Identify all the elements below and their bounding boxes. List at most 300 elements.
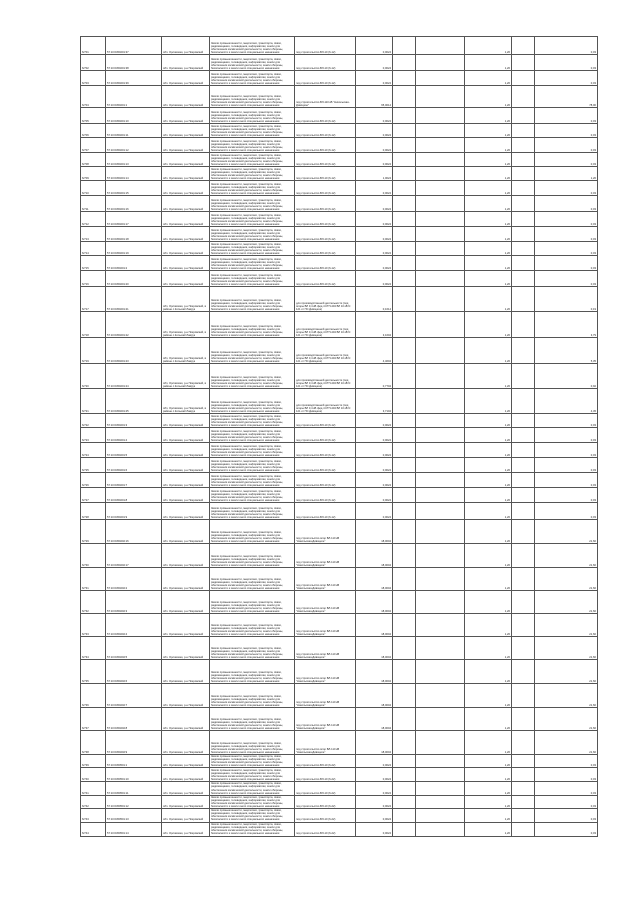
empty-cell bbox=[393, 71, 416, 86]
cadastral-number: 57:10:0450201:24 bbox=[106, 364, 162, 389]
plot-area: 18,0004 bbox=[356, 660, 393, 684]
land-category: Земли промышленности, энергетики, транспорта, связи, радиовещания, телевидения, информатики, земли для обеспечения космической деятельности, земли обороны, безопасности и земли иного специального назначения bbox=[210, 138, 295, 153]
tax-amount: 0,03 bbox=[535, 256, 598, 271]
plot-area: 0,0024 bbox=[356, 795, 393, 808]
empty-cell bbox=[512, 544, 535, 568]
plot-location: обл. Орловская, р-н Покровский bbox=[162, 637, 210, 660]
cadastral-number: 57:10:0450202:6 bbox=[106, 660, 162, 684]
empty-cell bbox=[416, 138, 465, 153]
table-row bbox=[81, 212, 598, 227]
plot-area: 0,0024 bbox=[356, 488, 393, 503]
plot-area: 18,0004 bbox=[356, 591, 393, 614]
tax-amount: 0,03 bbox=[535, 37, 598, 55]
land-category: Земли промышленности, энергетики, транспорта, связи, радиовещания, телевидения, информатики, земли для обеспечения космической деятельности, земли обороны, безопасности и земли иного специального назначения bbox=[210, 124, 295, 138]
tax-rate: 1,20 bbox=[465, 414, 512, 428]
permitted-use: под строительство ВЛ-10 (6-12) bbox=[295, 227, 356, 242]
tax-rate: 1,20 bbox=[465, 227, 512, 242]
row-number: 6/737 bbox=[81, 708, 106, 731]
plot-location: обл. Орловская, р-н Покровский, в районе с.Колыхай Лаврук bbox=[162, 312, 210, 338]
permitted-use: под строительство опор ВЛ-110 кВ "Никольская-Дивоцкое" bbox=[295, 708, 356, 731]
tax-rate: 1,20 bbox=[465, 520, 512, 544]
row-number: 6/741 bbox=[81, 782, 106, 795]
empty-cell bbox=[416, 271, 465, 287]
tax-rate: 1,20 bbox=[465, 458, 512, 473]
empty-cell bbox=[512, 809, 535, 822]
empty-cell bbox=[393, 312, 416, 338]
row-number: 6/727 bbox=[81, 488, 106, 503]
cadastral-number: 57:10:0450201:38 bbox=[106, 55, 162, 71]
empty-cell bbox=[393, 212, 416, 227]
permitted-use: под строительство опор ВЛ-110 кВ "Никольская-Дивоцкое" bbox=[295, 568, 356, 591]
empty-cell bbox=[416, 414, 465, 428]
cadastral-number: 57:10:0450201:2 bbox=[106, 256, 162, 271]
cadastral-number: 57:10:0450201:25 bbox=[106, 389, 162, 414]
tax-rate: 1,20 bbox=[465, 660, 512, 684]
empty-cell bbox=[416, 108, 465, 124]
cadastral-number: 57:10:0450202:9 bbox=[106, 731, 162, 755]
tax-amount: 0,03 bbox=[535, 71, 598, 86]
tax-amount: 21,60 bbox=[535, 614, 598, 637]
permitted-use: под строительство ВЛ-10 (6-12) bbox=[295, 167, 356, 181]
permitted-use: под строительство ВЛ-10 (6-12) bbox=[295, 256, 356, 271]
table-row bbox=[81, 37, 598, 55]
plot-location: обл. Орловская, р-н Покровский bbox=[162, 212, 210, 227]
plot-location: обл. Орловская, р-н Покровский bbox=[162, 731, 210, 755]
tax-amount: 0,03 bbox=[535, 822, 598, 836]
cadastral-number: 57:10:0450202:3 bbox=[106, 591, 162, 614]
empty-cell bbox=[512, 212, 535, 227]
plot-area: 4,4604 bbox=[356, 338, 393, 364]
empty-cell bbox=[393, 795, 416, 808]
empty-cell bbox=[416, 822, 465, 836]
empty-cell bbox=[393, 364, 416, 389]
empty-cell bbox=[393, 731, 416, 755]
tax-rate: 1,20 bbox=[465, 544, 512, 568]
land-category: Земли промышленности, энергетики, транспорта, связи, радиовещания, телевидения, информатики, земли для обеспечения космической деятельности, земли обороны, безопасности и земли иного специального назначения bbox=[210, 809, 295, 822]
empty-cell bbox=[416, 37, 465, 55]
cadastral-number: 57:10:0450201:17 bbox=[106, 212, 162, 227]
table-row bbox=[81, 809, 598, 822]
plot-area: 0,0024 bbox=[356, 503, 393, 520]
table-row bbox=[81, 684, 598, 708]
tax-amount: 21,60 bbox=[535, 684, 598, 708]
empty-cell bbox=[512, 488, 535, 503]
table-row bbox=[81, 389, 598, 414]
row-number: 6/705 bbox=[81, 108, 106, 124]
plot-area: 0,0024 bbox=[356, 755, 393, 768]
land-category: Земли промышленности, энергетики, транспорта, связи, радиовещания, телевидения, информатики, земли для обеспечения космической деятельности, земли обороны, безопасности и земли иного специального назначения bbox=[210, 287, 295, 312]
permitted-use: под строительство опор ВЛ-110 кВ "Никольская-Дивоцкое" bbox=[295, 731, 356, 755]
empty-cell bbox=[512, 71, 535, 86]
land-category: Земли промышленности, энергетики, транспорта, связи, радиовещания, телевидения, информатики, земли для обеспечения космической деятельности, земли обороны, безопасности и земли иного специального назначения bbox=[210, 637, 295, 660]
land-category: Земли промышленности, энергетики, транспорта, связи, радиовещания, телевидения, информатики, земли для обеспечения космической деятельности, земли обороны, безопасности и земли иного специального назначения bbox=[210, 71, 295, 86]
cadastral-number: 57:10:0450201:8 bbox=[106, 488, 162, 503]
cadastral-number: 57:10:0450201:6 bbox=[106, 458, 162, 473]
permitted-use: под строительство ВЛ-10 (6-12) bbox=[295, 458, 356, 473]
empty-cell bbox=[393, 86, 416, 108]
land-category: Земли промышленности, энергетики, транспорта, связи, радиовещания, телевидения, информатики, земли для обеспечения космической деятельности, земли обороны, безопасности и земли иного специального назначения bbox=[210, 544, 295, 568]
plot-area: 0,0024 bbox=[356, 71, 393, 86]
plot-location: обл. Орловская, р-н Покровский bbox=[162, 227, 210, 242]
cadastral-number: 57:10:0450201:1 bbox=[106, 86, 162, 108]
empty-cell bbox=[416, 86, 465, 108]
empty-cell bbox=[393, 520, 416, 544]
row-number: 6/725 bbox=[81, 458, 106, 473]
plot-location: обл. Орловская, р-н Покровский bbox=[162, 473, 210, 488]
plot-area: 0,0024 bbox=[356, 428, 393, 443]
plot-location: обл. Орловская, р-н Покровский bbox=[162, 414, 210, 428]
row-number: 6/717 bbox=[81, 287, 106, 312]
empty-cell bbox=[416, 428, 465, 443]
land-category: Земли промышленности, энергетики, транспорта, связи, радиовещания, телевидения, информатики, земли для обеспечения космической деятельности, земли обороны, безопасности и земли иного специального назначения bbox=[210, 822, 295, 836]
tax-amount: 21,60 bbox=[535, 660, 598, 684]
plot-location: обл. Орловская, р-н Покровский bbox=[162, 782, 210, 795]
plot-location: обл. Орловская, р-н Покровский bbox=[162, 684, 210, 708]
plot-area: 18,0004 bbox=[356, 520, 393, 544]
plot-area: 0,0024 bbox=[356, 768, 393, 782]
permitted-use: под строительство ВЛ-10 (6-12) bbox=[295, 124, 356, 138]
table-row bbox=[81, 708, 598, 731]
tax-amount: 21,60 bbox=[535, 708, 598, 731]
empty-cell bbox=[416, 544, 465, 568]
empty-cell bbox=[512, 287, 535, 312]
tax-amount: 0,03 bbox=[535, 124, 598, 138]
cadastral-number: 57:10:0450501:1 bbox=[106, 755, 162, 768]
tax-rate: 1,20 bbox=[465, 196, 512, 212]
plot-area: 0,0024 bbox=[356, 414, 393, 428]
tax-rate: 1,20 bbox=[465, 443, 512, 458]
empty-cell bbox=[512, 55, 535, 71]
permitted-use: под строительство ВЛ-10 (6-22) bbox=[295, 782, 356, 795]
table-row bbox=[81, 414, 598, 428]
empty-cell bbox=[393, 153, 416, 167]
table-row bbox=[81, 338, 598, 364]
land-category: Земли промышленности, энергетики, транспорта, связи, радиовещания, телевидения, информатики, земли для обеспечения космической деятельности, земли обороны, безопасности и земли иного специального назначения bbox=[210, 414, 295, 428]
empty-cell bbox=[512, 731, 535, 755]
empty-cell bbox=[512, 124, 535, 138]
tax-rate: 1,20 bbox=[465, 782, 512, 795]
empty-cell bbox=[416, 256, 465, 271]
empty-cell bbox=[512, 591, 535, 614]
empty-cell bbox=[416, 708, 465, 731]
empty-cell bbox=[416, 637, 465, 660]
cadastral-number: 57:10:0450501:13 bbox=[106, 809, 162, 822]
land-category: Земли промышленности, энергетики, транспорта, связи, радиовещания, телевидения, информатики, земли для обеспечения космической деятельности, земли обороны, безопасности и земли иного специального назначения bbox=[210, 755, 295, 768]
tax-amount: 0,19 bbox=[535, 287, 598, 312]
empty-cell bbox=[512, 196, 535, 212]
tax-rate: 1,20 bbox=[465, 153, 512, 167]
tax-amount: 78,00 bbox=[535, 86, 598, 108]
table-row bbox=[81, 520, 598, 544]
permitted-use: под строительство ВЛ-10 (6-12) bbox=[295, 503, 356, 520]
tax-amount: 0,03 bbox=[535, 196, 598, 212]
plot-location: обл. Орловская, р-н Покровский bbox=[162, 37, 210, 55]
land-category: Земли промышленности, энергетики, транспорта, связи, радиовещания, телевидения, информатики, земли для обеспечения космической деятельности, земли обороны, безопасности и земли иного специального назначения bbox=[210, 708, 295, 731]
permitted-use: под строительство опор ВЛ-110 кВ "Никольская-Дивоцкое" bbox=[295, 660, 356, 684]
empty-cell bbox=[416, 520, 465, 544]
plot-location: обл. Орловская, р-н Покровский bbox=[162, 809, 210, 822]
plot-area: 65,0014 bbox=[356, 86, 393, 108]
table-row bbox=[81, 71, 598, 86]
table-row bbox=[81, 181, 598, 196]
tax-rate: 1,20 bbox=[465, 167, 512, 181]
permitted-use: под строительство ВЛ-10 (6-12) bbox=[295, 473, 356, 488]
table-row bbox=[81, 138, 598, 153]
plot-location: обл. Орловская, р-н Покровский bbox=[162, 708, 210, 731]
empty-cell bbox=[393, 271, 416, 287]
tax-amount: 21,60 bbox=[535, 568, 598, 591]
empty-cell bbox=[393, 167, 416, 181]
row-number: 6/730 bbox=[81, 544, 106, 568]
table-row bbox=[81, 242, 598, 256]
land-category: Земли промышленности, энергетики, транспорта, связи, радиовещания, телевидения, информатики, земли для обеспечения космической деятельности, земли обороны, безопасности и земли иного специального назначения bbox=[210, 591, 295, 614]
tax-amount: 0,03 bbox=[535, 795, 598, 808]
land-category: Земли промышленности, энергетики, транспорта, связи, радиовещания, телевидения, информатики, земли для обеспечения космической деятельности, земли обороны, безопасности и земли иного специального назначения bbox=[210, 227, 295, 242]
empty-cell bbox=[416, 227, 465, 242]
table-row bbox=[81, 591, 598, 614]
empty-cell bbox=[416, 809, 465, 822]
tax-rate: 1,20 bbox=[465, 684, 512, 708]
empty-cell bbox=[512, 568, 535, 591]
table-row bbox=[81, 544, 598, 568]
tax-amount: 0,03 bbox=[535, 443, 598, 458]
land-category: Земли промышленности, энергетики, транспорта, связи, радиовещания, телевидения, информатики, земли для обеспечения космической деятельности, земли обороны, безопасности и земли иного специального назначения bbox=[210, 338, 295, 364]
tax-amount: 4,45 bbox=[535, 389, 598, 414]
tax-rate: 1,20 bbox=[465, 809, 512, 822]
document-page bbox=[80, 36, 596, 837]
empty-cell bbox=[393, 568, 416, 591]
plot-location: обл. Орловская, р-н Покровский bbox=[162, 196, 210, 212]
table-row bbox=[81, 124, 598, 138]
row-number: 6/719 bbox=[81, 338, 106, 364]
cadastral-number: 57:10:0450201:39 bbox=[106, 71, 162, 86]
land-category: Земли промышленности, энергетики, транспорта, связи, радиовещания, телевидения, информатики, земли для обеспечения космической деятельности, земли обороны, безопасности и земли иного специального назначения bbox=[210, 488, 295, 503]
tax-rate: 1,20 bbox=[465, 256, 512, 271]
cadastral-number: 57:10:0450501:11 bbox=[106, 782, 162, 795]
plot-location: обл. Орловская, р-н Покровский bbox=[162, 181, 210, 196]
table-row bbox=[81, 153, 598, 167]
land-category: Земли промышленности, энергетики, транспорта, связи, радиовещания, телевидения, информатики, земли для обеспечения космической деятельности, земли обороны, безопасности и земли иного специального назначения bbox=[210, 256, 295, 271]
tax-rate: 1,20 bbox=[465, 242, 512, 256]
tax-amount: 21,60 bbox=[535, 591, 598, 614]
cadastral-number: 57:10:0450201:23 bbox=[106, 338, 162, 364]
table-row bbox=[81, 731, 598, 755]
row-number: 6/728 bbox=[81, 503, 106, 520]
empty-cell bbox=[393, 458, 416, 473]
permitted-use: под строительство ВЛ-10 (6-12) bbox=[295, 181, 356, 196]
tax-amount: 0,03 bbox=[535, 428, 598, 443]
empty-cell bbox=[393, 637, 416, 660]
empty-cell bbox=[512, 138, 535, 153]
plot-location: обл. Орловская, р-н Покровский bbox=[162, 167, 210, 181]
row-number: 6/718 bbox=[81, 312, 106, 338]
permitted-use: под строительство ВЛ-10 (6-12) bbox=[295, 414, 356, 428]
land-category: Земли промышленности, энергетики, транспорта, связи, радиовещания, телевидения, информатики, земли для обеспечения космической деятельности, земли обороны, безопасности и земли иного специального назначения bbox=[210, 181, 295, 196]
empty-cell bbox=[393, 684, 416, 708]
permitted-use: под строительство ВЛ-10 (6-12) bbox=[295, 138, 356, 153]
permitted-use: под строительство ВЛ-10 (6-22) bbox=[295, 755, 356, 768]
cadastral-number: 57:10:0450201:7 bbox=[106, 473, 162, 488]
table-row bbox=[81, 196, 598, 212]
table-row bbox=[81, 637, 598, 660]
plot-location: обл. Орловская, р-н Покровский bbox=[162, 86, 210, 108]
plot-area: 0,0024 bbox=[356, 271, 393, 287]
tax-amount: 0,92 bbox=[535, 364, 598, 389]
tax-amount: 0,03 bbox=[535, 153, 598, 167]
plot-location: обл. Орловская, р-н Покровский bbox=[162, 271, 210, 287]
empty-cell bbox=[512, 708, 535, 731]
plot-location: обл. Орловская, р-н Покровский bbox=[162, 124, 210, 138]
land-category: Земли промышленности, энергетики, транспорта, связи, радиовещания, телевидения, информатики, земли для обеспечения космической деятельности, земли обороны, безопасности и земли иного специального назначения bbox=[210, 86, 295, 108]
cadastral-number: 57:10:0450501:10 bbox=[106, 768, 162, 782]
land-category: Земли промышленности, энергетики, транспорта, связи, радиовещания, телевидения, информатики, земли для обеспечения космической деятельности, земли обороны, безопасности и земли иного специального назначения bbox=[210, 37, 295, 55]
table-row bbox=[81, 822, 598, 836]
permitted-use: для производственной деятельности (под опоры ВЛ 0,4 кВ фид.4 КТП-404 ВЛ 10 кВ N 121 от ПС Дивоцкое) bbox=[295, 364, 356, 389]
empty-cell bbox=[512, 684, 535, 708]
empty-cell bbox=[393, 428, 416, 443]
tax-rate: 1,20 bbox=[465, 731, 512, 755]
plot-area: 18,0004 bbox=[356, 708, 393, 731]
tax-amount: 0,03 bbox=[535, 768, 598, 782]
tax-amount: 0,03 bbox=[535, 782, 598, 795]
cadastral-number: 57:10:0450201:9 bbox=[106, 503, 162, 520]
permitted-use: под строительство опор ВЛ-110 кВ "Никольская-Дивоцкое" bbox=[295, 544, 356, 568]
plot-area: 0,1614 bbox=[356, 287, 393, 312]
empty-cell bbox=[416, 153, 465, 167]
tax-rate: 1,20 bbox=[465, 108, 512, 124]
empty-cell bbox=[393, 181, 416, 196]
land-category: Земли промышленности, энергетики, транспорта, связи, радиовещания, телевидения, информатики, земли для обеспечения космической деятельности, земли обороны, безопасности и земли иного специального назначения bbox=[210, 428, 295, 443]
land-category: Земли промышленности, энергетики, транспорта, связи, радиовещания, телевидения, информатики, земли для обеспечения космической деятельности, земли обороны, безопасности и земли иного специального назначения bbox=[210, 795, 295, 808]
empty-cell bbox=[393, 822, 416, 836]
plot-area: 18,0004 bbox=[356, 568, 393, 591]
table-row bbox=[81, 473, 598, 488]
row-number: 6/716 bbox=[81, 271, 106, 287]
table-row bbox=[81, 458, 598, 473]
table-row bbox=[81, 795, 598, 808]
tax-amount: 0,03 bbox=[535, 108, 598, 124]
tax-rate: 1,20 bbox=[465, 338, 512, 364]
table-row bbox=[81, 86, 598, 108]
row-number: 6/720 bbox=[81, 364, 106, 389]
row-number: 6/744 bbox=[81, 822, 106, 836]
empty-cell bbox=[512, 414, 535, 428]
plot-location: обл. Орловская, р-н Покровский bbox=[162, 544, 210, 568]
empty-cell bbox=[393, 256, 416, 271]
empty-cell bbox=[416, 167, 465, 181]
land-category: Земли промышленности, энергетики, транспорта, связи, радиовещания, телевидения, информатики, земли для обеспечения космической деятельности, земли обороны, безопасности и земли иного специального назначения bbox=[210, 312, 295, 338]
land-category: Земли промышленности, энергетики, транспорта, связи, радиовещания, телевидения, информатики, земли для обеспечения космической деятельности, земли обороны, безопасности и земли иного специального назначения bbox=[210, 684, 295, 708]
row-number: 6/710 bbox=[81, 181, 106, 196]
plot-location: обл. Орловская, р-н Покровский bbox=[162, 71, 210, 86]
cadastral-number: 57:10:0450201:16 bbox=[106, 196, 162, 212]
plot-area: 0,0024 bbox=[356, 124, 393, 138]
empty-cell bbox=[512, 86, 535, 108]
tax-amount: 0,03 bbox=[535, 242, 598, 256]
permitted-use: под строительство опор ВЛ-110 кВ "Никольская-Дивоцкое" bbox=[295, 684, 356, 708]
cadastral-number: 57:10:0450201:15 bbox=[106, 181, 162, 196]
row-number: 6/729 bbox=[81, 520, 106, 544]
empty-cell bbox=[393, 660, 416, 684]
plot-area: 0,0024 bbox=[356, 37, 393, 55]
tax-amount: 0,03 bbox=[535, 271, 598, 287]
cadastral-number: 57:10:0450201:13 bbox=[106, 153, 162, 167]
empty-cell bbox=[393, 138, 416, 153]
empty-cell bbox=[512, 782, 535, 795]
tax-rate: 1,20 bbox=[465, 428, 512, 443]
plot-location: обл. Орловская, р-н Покровский, в районе с.Колыхай Лаврук bbox=[162, 364, 210, 389]
table-row bbox=[81, 503, 598, 520]
empty-cell bbox=[512, 637, 535, 660]
plot-area: 0,0024 bbox=[356, 153, 393, 167]
permitted-use: для производственной деятельности (под опоры ВЛ 0,4 кВ фид.4 КТП-404 ВЛ 10 кВ N 121 от ПС Дивоцкое) bbox=[295, 389, 356, 414]
tax-rate: 1,20 bbox=[465, 473, 512, 488]
land-category: Земли промышленности, энергетики, транспорта, связи, радиовещания, телевидения, информатики, земли для обеспечения космической деятельности, земли обороны, безопасности и земли иного специального назначения bbox=[210, 768, 295, 782]
empty-cell bbox=[416, 242, 465, 256]
row-number: 6/735 bbox=[81, 660, 106, 684]
empty-cell bbox=[512, 227, 535, 242]
empty-cell bbox=[416, 458, 465, 473]
empty-cell bbox=[393, 708, 416, 731]
permitted-use: под строительство ВЛ-10 (6-22) bbox=[295, 809, 356, 822]
empty-cell bbox=[416, 795, 465, 808]
plot-area: 0,0024 bbox=[356, 458, 393, 473]
empty-cell bbox=[393, 124, 416, 138]
plot-location: обл. Орловская, р-н Покровский bbox=[162, 55, 210, 71]
tax-rate: 1,20 bbox=[465, 822, 512, 836]
table-row bbox=[81, 55, 598, 71]
permitted-use: под строительство ВЛ-10 (6-12) bbox=[295, 212, 356, 227]
empty-cell bbox=[393, 488, 416, 503]
plot-location: обл. Орловская, р-н Покровский bbox=[162, 443, 210, 458]
land-category: Земли промышленности, энергетики, транспорта, связи, радиовещания, телевидения, информатики, земли для обеспечения космической деятельности, земли обороны, безопасности и земли иного специального назначения bbox=[210, 614, 295, 637]
land-category: Земли промышленности, энергетики, транспорта, связи, радиовещания, телевидения, информатики, земли для обеспечения космической деятельности, земли обороны, безопасности и земли иного специального назначения bbox=[210, 108, 295, 124]
row-number: 6/711 bbox=[81, 196, 106, 212]
row-number: 6/733 bbox=[81, 614, 106, 637]
tax-rate: 1,20 bbox=[465, 37, 512, 55]
empty-cell bbox=[393, 755, 416, 768]
permitted-use: под строительство ВЛ-10 (6-22) bbox=[295, 795, 356, 808]
tax-rate: 1,20 bbox=[465, 389, 512, 414]
tax-amount: 5,35 bbox=[535, 338, 598, 364]
plot-area: 0,0024 bbox=[356, 108, 393, 124]
plot-area: 0,0024 bbox=[356, 227, 393, 242]
empty-cell bbox=[512, 37, 535, 55]
empty-cell bbox=[393, 414, 416, 428]
cadastral-number: 57:10:0450201:20 bbox=[106, 271, 162, 287]
row-number: 6/704 bbox=[81, 86, 106, 108]
row-number: 6/701 bbox=[81, 37, 106, 55]
plot-location: обл. Орловская, р-н Покровский bbox=[162, 108, 210, 124]
tax-rate: 1,20 bbox=[465, 591, 512, 614]
empty-cell bbox=[512, 108, 535, 124]
tax-amount: 0,03 bbox=[535, 212, 598, 227]
empty-cell bbox=[416, 196, 465, 212]
permitted-use: под строительство ВЛ-10 (6-12) bbox=[295, 108, 356, 124]
empty-cell bbox=[393, 782, 416, 795]
tax-rate: 1,20 bbox=[465, 55, 512, 71]
cadastral-number: 57:10:0450201:19 bbox=[106, 242, 162, 256]
land-category: Земли промышленности, энергетики, транспорта, связи, радиовещания, телевидения, информатики, земли для обеспечения космической деятельности, земли обороны, безопасности и земли иного специального назначения bbox=[210, 473, 295, 488]
plot-location: обл. Орловская, р-н Покровский bbox=[162, 503, 210, 520]
row-number: 6/734 bbox=[81, 637, 106, 660]
tax-rate: 1,20 bbox=[465, 755, 512, 768]
land-category: Земли промышленности, энергетики, транспорта, связи, радиовещания, телевидения, информатики, земли для обеспечения космической деятельности, земли обороны, безопасности и земли иного специального назначения bbox=[210, 782, 295, 795]
plot-area: 0,0024 bbox=[356, 443, 393, 458]
empty-cell bbox=[393, 473, 416, 488]
land-category: Земли промышленности, энергетики, транспорта, связи, радиовещания, телевидения, информатики, земли для обеспечения космической деятельности, земли обороны, безопасности и земли иного специального назначения bbox=[210, 458, 295, 473]
row-number: 6/707 bbox=[81, 138, 106, 153]
